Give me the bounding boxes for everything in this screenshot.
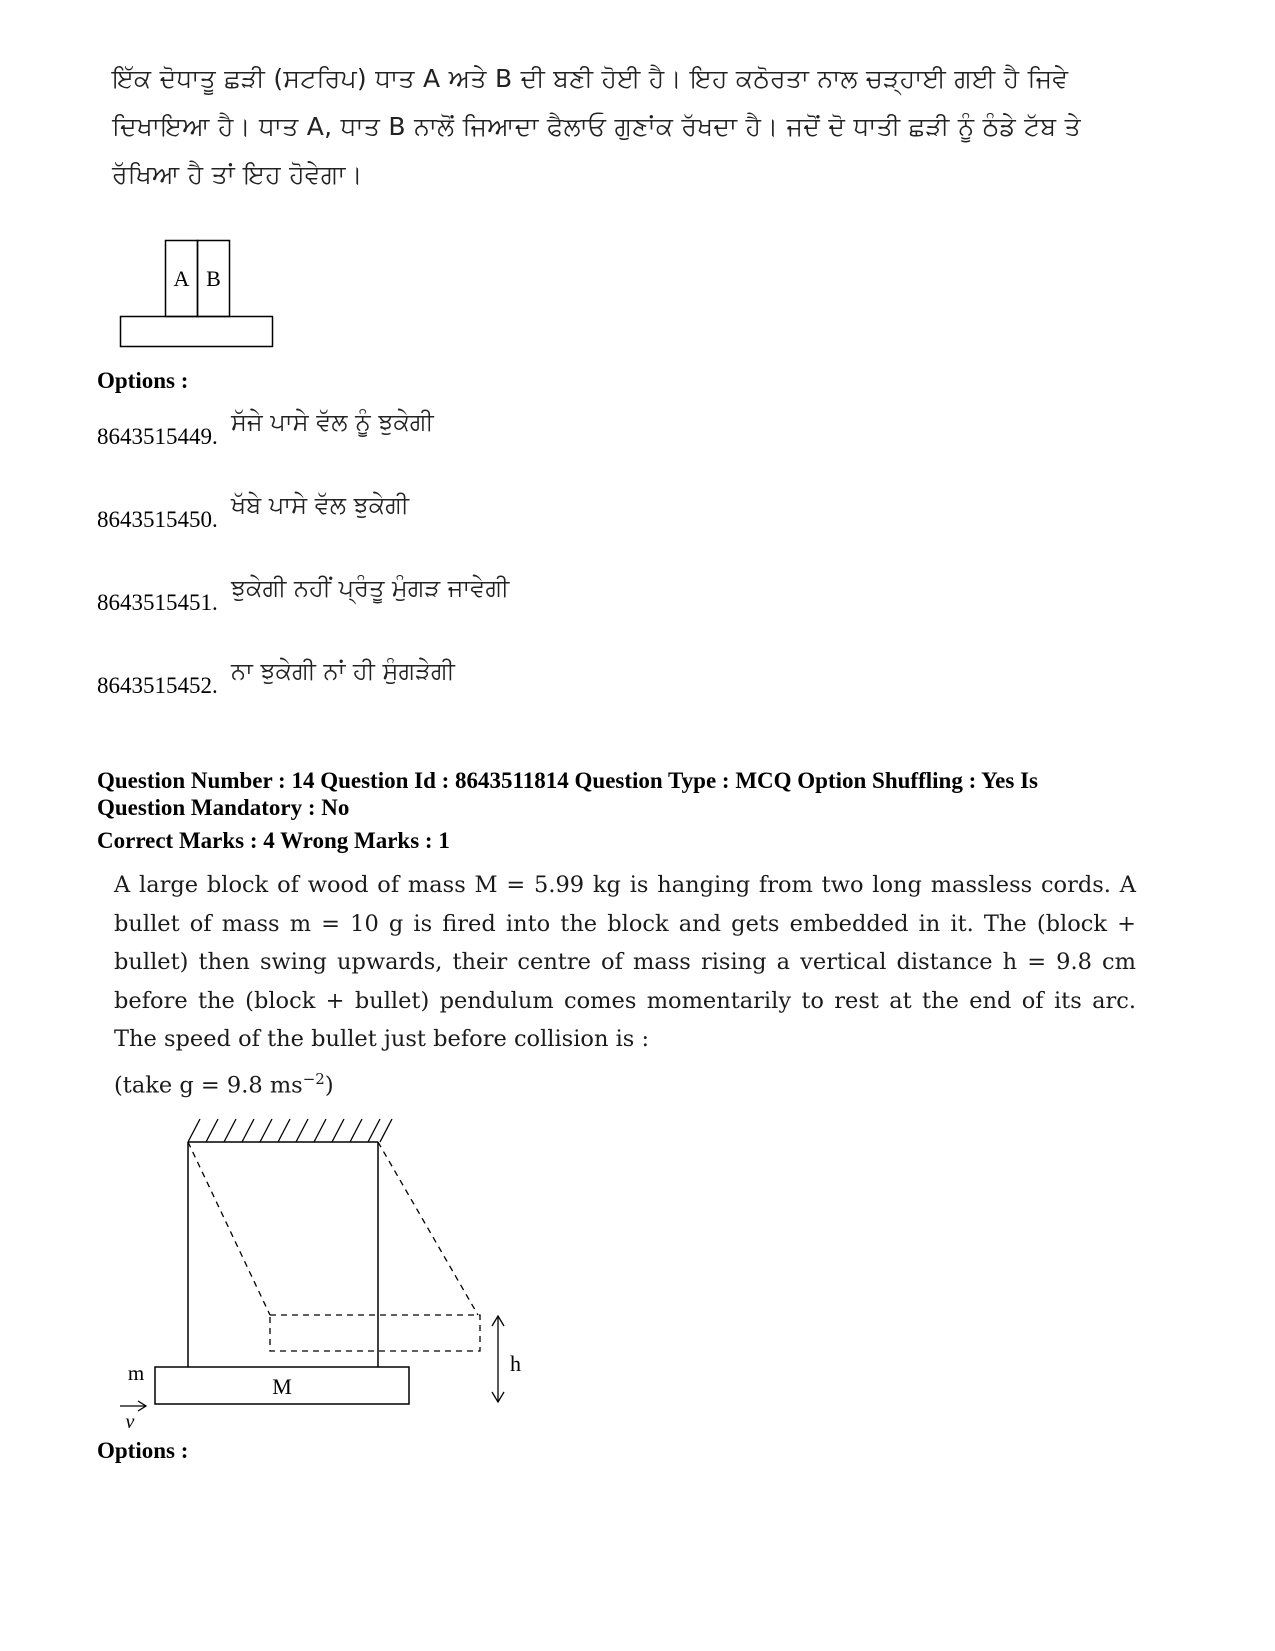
label-v: v	[125, 1411, 135, 1433]
question-13-text: ਇੱਕ ਦੋਧਾਤੂ ਛੜੀ (ਸਟਰਿਪ) ਧਾਤ A ਅਤੇ B ਦੀ ਬਣੀ ਹੋਈ ਹੈ। ਇਹ ਕਠੋਰਤਾ ਨਾਲ ਚੜ੍ਹਾਈ ਗਈ ਹੈ ਜਿਵੇ ਦਿਖਾਇਆ ਹੈ। ਧਾਤ A, ਧਾਤ B ਨਾਲੋਂ ਜਿਆਦਾ ਫੈਲਾਓ ਗੁਣਾਂਕ ਰੱਖਦਾ ਹੈ। ਜਦੋਂ ਦੋ ਧਾਤੀ ਛੜੀ ਨੂੰ ਠੰਡੇ ਟੱਬ ਤੇ ਰੱਖਿਆ ਹੈ ਤਾਂ ਇਹ ਹੋਵੇਗਾ।	[112, 64, 1081, 189]
option-row[interactable]	[97, 568, 797, 648]
question-14-marks: Correct Marks : 4 Wrong Marks : 1	[97, 828, 450, 853]
option-id: 8643515451.	[97, 590, 218, 615]
label-h: h	[510, 1351, 521, 1376]
label-big-m: M	[272, 1374, 292, 1399]
option-row[interactable]	[97, 402, 797, 482]
label-b: B	[206, 266, 221, 291]
label-small-m: m	[127, 1361, 145, 1385]
take-g-prefix: (take g = 9.8 ms	[114, 1072, 303, 1099]
option-text: ਝੁਕੇਗੀ ਨਹੀਂ ਪ੍ਰੰਤੂ ਮੁੰਗੜ ਜਾਵੇਗੀ	[231, 574, 510, 602]
option-row[interactable]	[97, 651, 797, 731]
option-row[interactable]	[97, 485, 797, 565]
option-text: ਨਾ ਝੁਕੇਗੀ ਨਾਂ ਹੀ ਸੁੰਗੜੇਗੀ	[231, 657, 455, 685]
take-g-note	[114, 1060, 334, 1105]
ceiling-hatch	[188, 1119, 392, 1142]
take-g-suffix: )	[324, 1072, 334, 1099]
block-swung	[270, 1315, 480, 1351]
option-id: 8643515452.	[97, 673, 218, 698]
option-id: 8643515449.	[97, 424, 218, 449]
option-text: ਸੱਜੇ ਪਾਸੇ ਵੱਲ ਨੂੰ ਝੁਕੇਗੀ	[231, 408, 434, 436]
options-heading-q14: Options :	[97, 1438, 189, 1463]
option-text: ਖੱਬੇ ਪਾਸੇ ਵੱਲ ਝੁਕੇਗੀ	[231, 491, 410, 519]
question-14-header-line-1: Question Number : 14 Question Id : 8643511814 Question Type : MCQ Option Shuffling : Yes Is	[97, 768, 1038, 793]
question-14-text: A large block of wood of mass M = 5.99 kg is hanging from two long massless cords. A bullet of mass m = 10 g is fired into the block and gets embedded in it. The (block + bullet) then swing upwards, their centre of mass rising a vertical distance h = 9.8 cm before the (block + bullet) pendulum comes momentarily to rest at the end of its arc. The speed of the bullet just before collision is :	[114, 872, 1136, 1052]
option-id: 8643515450.	[97, 507, 218, 532]
left-cord-swung	[188, 1142, 270, 1315]
take-g-exponent: −2	[302, 1070, 325, 1088]
bimetallic-strip-figure	[118, 238, 278, 350]
question-14-header-line-2: Question Mandatory : No	[97, 795, 350, 820]
ballistic-pendulum-figure	[110, 1110, 540, 1440]
label-a: A	[173, 266, 190, 291]
options-heading-q13: Options :	[97, 368, 189, 393]
clamp-base	[121, 317, 273, 347]
right-cord-swung	[378, 1142, 478, 1315]
